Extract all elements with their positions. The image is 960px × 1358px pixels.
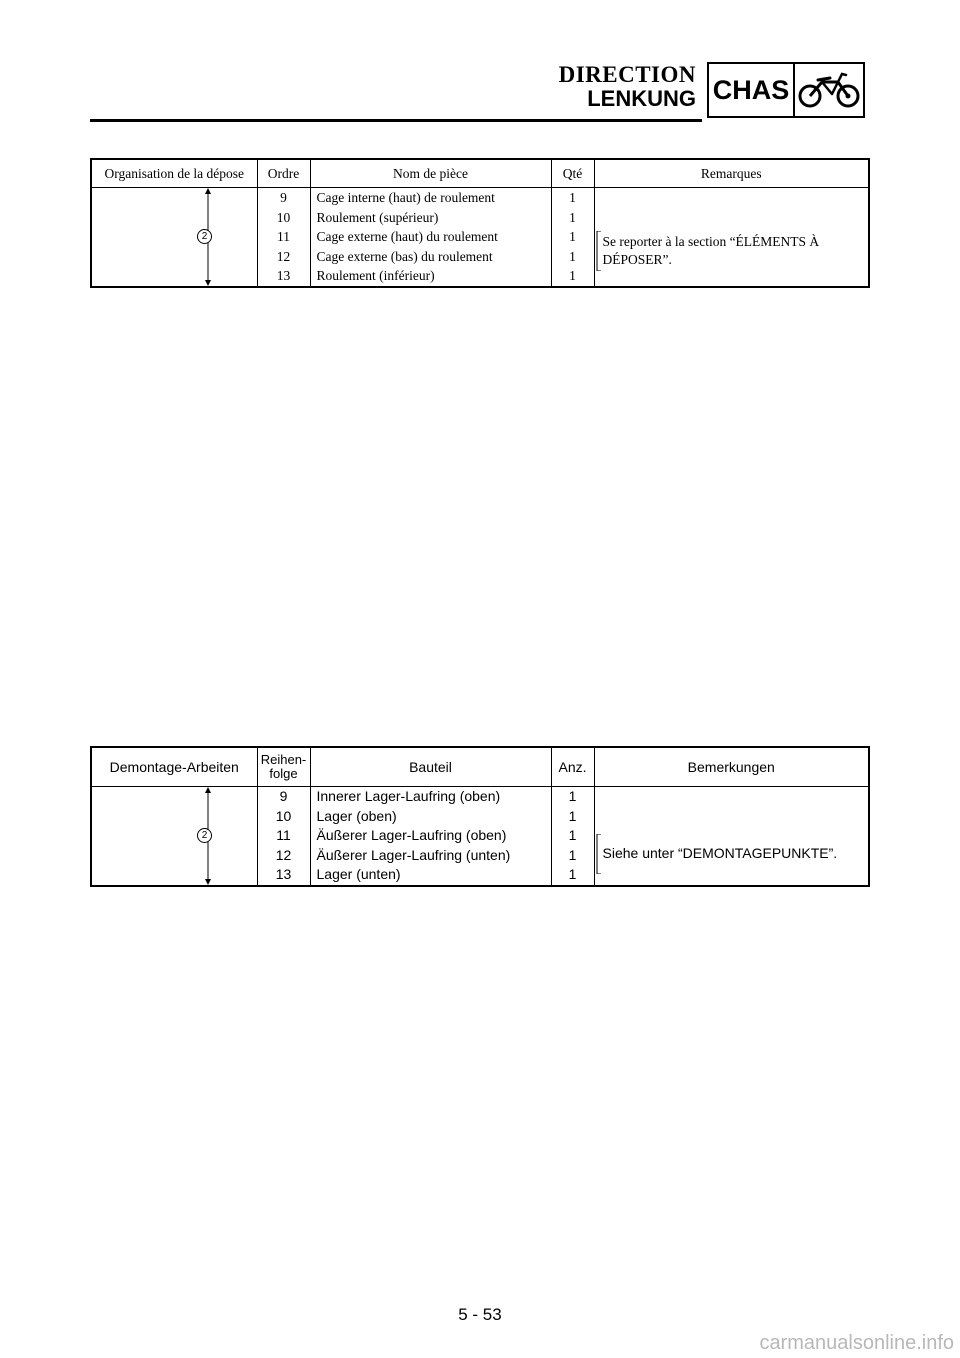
table-header-row <box>91 159 869 188</box>
group-number-badge: 2 <box>197 229 212 244</box>
column-header: Nom de pièce <box>310 159 551 188</box>
part-cell: Roulement (inférieur) <box>310 266 551 287</box>
part-cell: Cage externe (bas) du roulement <box>310 247 551 267</box>
table-row <box>91 188 869 208</box>
remark-text: Se reporter à la section “ÉLÉMENTS À DÉPOSER”. <box>602 234 820 267</box>
order-cell: 10 <box>257 807 310 827</box>
part-cell: Lager (unten) <box>310 865 551 886</box>
brace-icon <box>596 231 602 277</box>
qty-cell: 1 <box>551 227 594 247</box>
part-cell: Cage interne (haut) de roulement <box>310 188 551 208</box>
qty-cell: 1 <box>551 266 594 287</box>
column-header: Bauteil <box>310 747 551 787</box>
part-cell: Cage externe (haut) du roulement <box>310 227 551 247</box>
section-tag: CHAS <box>709 64 795 116</box>
qty-cell: 1 <box>551 247 594 267</box>
table-header-row <box>91 747 869 787</box>
order-cell: 13 <box>257 266 310 287</box>
order-cell: 12 <box>257 247 310 267</box>
qty-cell: 1 <box>551 865 594 886</box>
removal-order-cell <box>91 188 257 287</box>
remark-text: Siehe unter “DEMONTAGEPUNKTE”. <box>602 845 838 861</box>
section-tag-box <box>707 62 865 118</box>
brace-icon <box>596 834 602 880</box>
column-header: Reihen-folge <box>257 747 310 787</box>
table-row <box>91 787 869 807</box>
column-header: Qté <box>551 159 594 188</box>
part-cell: Äußerer Lager-Laufring (oben) <box>310 826 551 846</box>
order-cell: 13 <box>257 865 310 886</box>
removal-order-cell <box>91 787 257 886</box>
watermark: carmanualsonline.info <box>759 1332 954 1354</box>
column-header: Remarques <box>594 159 869 188</box>
remarks-cell <box>594 787 869 886</box>
qty-cell: 1 <box>551 846 594 866</box>
column-header: Anz. <box>551 747 594 787</box>
qty-cell: 1 <box>551 807 594 827</box>
qty-cell: 1 <box>551 787 594 807</box>
part-cell: Lager (oben) <box>310 807 551 827</box>
qty-cell: 1 <box>551 188 594 208</box>
order-cell: 9 <box>257 188 310 208</box>
remarks-cell <box>594 188 869 287</box>
qty-cell: 1 <box>551 826 594 846</box>
column-header: Organisation de la dépose <box>91 159 257 188</box>
order-cell: 11 <box>257 826 310 846</box>
order-cell: 12 <box>257 846 310 866</box>
column-header: Demontage-Arbeiten <box>91 747 257 787</box>
header-rule <box>90 119 702 122</box>
order-cell: 9 <box>257 787 310 807</box>
part-cell: Äußerer Lager-Laufring (unten) <box>310 846 551 866</box>
group-number-badge: 2 <box>197 828 212 843</box>
page-number: 5 - 53 <box>458 1305 502 1324</box>
order-cell: 10 <box>257 208 310 228</box>
part-cell: Innerer Lager-Laufring (oben) <box>310 787 551 807</box>
qty-cell: 1 <box>551 208 594 228</box>
column-header: Ordre <box>257 159 310 188</box>
part-cell: Roulement (supérieur) <box>310 208 551 228</box>
order-cell: 11 <box>257 227 310 247</box>
removal-table-fr <box>90 158 870 288</box>
section-title-de: LENKUNG <box>587 86 696 111</box>
section-title-fr: DIRECTION <box>558 62 696 87</box>
motorcycle-icon <box>795 64 863 116</box>
removal-table-de <box>90 746 870 887</box>
column-header: Bemerkungen <box>594 747 869 787</box>
